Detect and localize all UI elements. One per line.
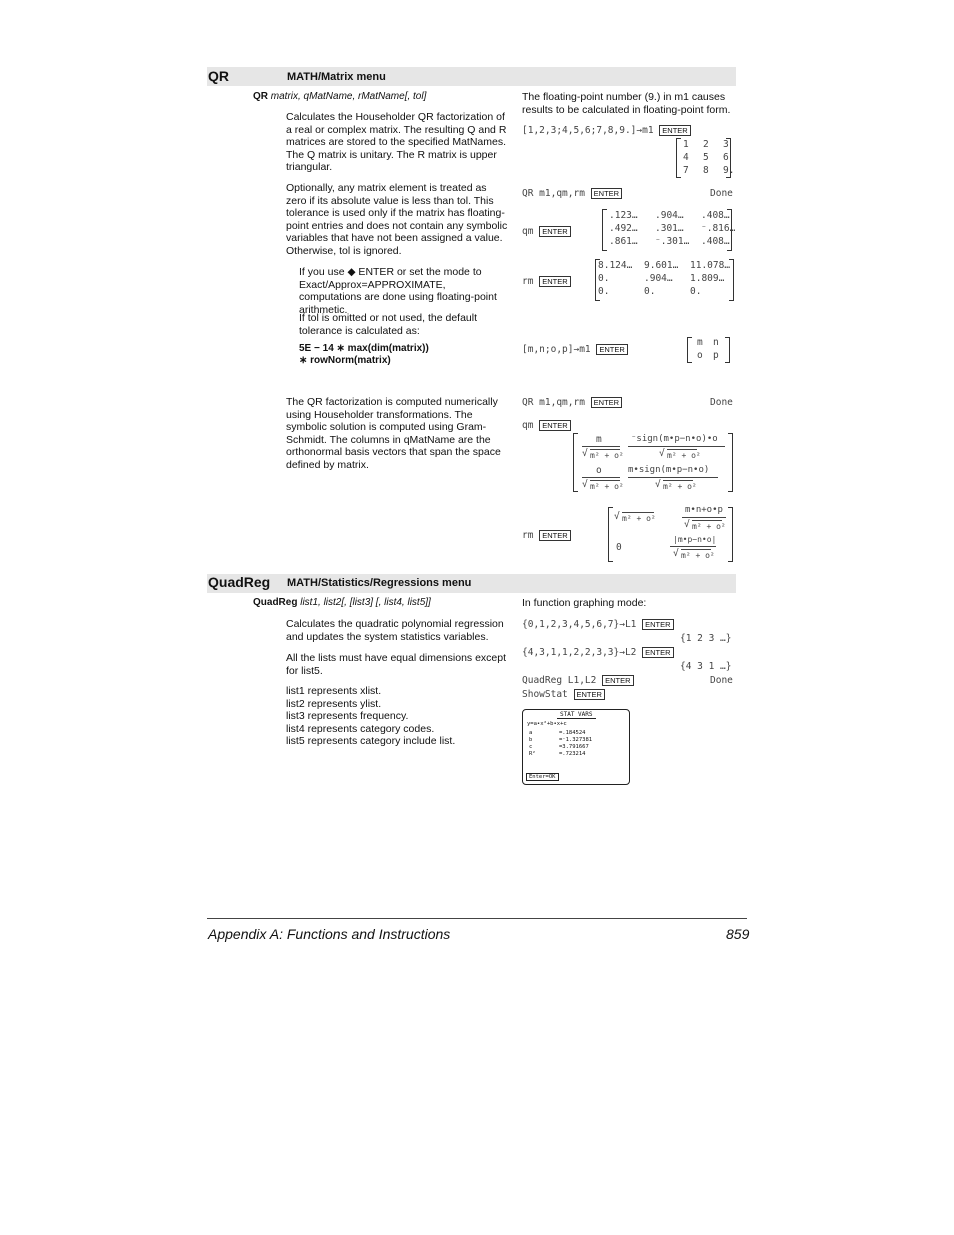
matrix-cell: .904… — [644, 273, 673, 284]
matrix-cell: 0. — [690, 286, 702, 297]
qm-input — [522, 226, 571, 237]
quadreg-title: QuadReg — [208, 574, 271, 590]
fraction-line — [628, 477, 718, 478]
stat-var-name: a — [529, 730, 533, 736]
sqrt-icon: √ — [673, 548, 679, 559]
fraction-line — [582, 446, 620, 447]
quadreg-dimension-note: All the lists must have equal dimensions except for list5. — [286, 652, 507, 677]
matrix-cell: .408… — [701, 210, 730, 221]
quadreg-example4-input — [522, 689, 605, 700]
qr-title: QR — [208, 68, 229, 84]
enter-key-icon: ENTER — [642, 619, 673, 630]
qm-sym-num12: ⁻sign(m•p−n•o)•o — [631, 434, 718, 444]
quadreg-example1-input — [522, 619, 674, 630]
qm-sym-num21: o — [596, 465, 602, 476]
quadreg-example1-expr: {0,1,2,3,4,5,6,7}→L1 — [522, 619, 637, 630]
sqrt-icon: √ — [684, 519, 690, 530]
quadreg-menu-path: MATH/Statistics/Regressions menu — [287, 577, 472, 589]
qr-example4-expr: QR m1,qm,rm — [522, 397, 585, 408]
matrix-cell: .904… — [655, 210, 684, 221]
qr-example1-input — [522, 125, 691, 136]
enter-ok-button: Enter=OK — [526, 773, 559, 781]
quadreg-syntax — [253, 597, 431, 608]
quadreg-description: Calculates the quadratic polynomial regression and updates the system statistics variables. — [286, 618, 504, 643]
stat-var-value: =.184524 — [559, 730, 586, 736]
rm-sym-r12-num: m•n+o•p — [685, 505, 723, 515]
fraction-line — [670, 546, 716, 547]
rm-input — [522, 276, 571, 287]
enter-key-icon: ENTER — [659, 125, 690, 136]
quadreg-list-item: list4 represents category codes. — [286, 723, 435, 735]
quadreg-example3-result: Done — [710, 675, 733, 686]
stat-var-name: R² — [529, 751, 536, 757]
stat-vars-title: STAT VARS — [557, 711, 596, 719]
matrix-cell: 5 — [703, 152, 709, 163]
enter-key-icon: ENTER — [539, 276, 570, 287]
sqrt-bar — [622, 512, 654, 513]
matrix-cell: 1.809… — [690, 273, 725, 284]
bracket-left — [608, 507, 613, 562]
enter-key-icon: ENTER — [602, 675, 633, 686]
stat-var-value: =3.791667 — [559, 744, 589, 750]
enter-key-icon: ENTER — [574, 689, 605, 700]
fraction-line — [582, 477, 620, 478]
quadreg-example2-input — [522, 647, 674, 658]
qr-syntax — [253, 91, 426, 102]
qm-sym-num11: m — [596, 434, 602, 445]
matrix-cell: 9.601… — [644, 260, 679, 271]
sqrt-bar — [590, 449, 620, 450]
qr-default-tol-note: If tol is omitted or not used, the default tolerance is calculated as: — [299, 312, 478, 337]
enter-key-icon: ENTER — [591, 397, 622, 408]
matrix-cell: 0. — [598, 273, 610, 284]
rm-sym-r22-den: m² + o² — [681, 551, 715, 560]
footer-rule — [207, 918, 747, 919]
sqrt-bar — [663, 480, 693, 481]
qr-example3-input — [522, 344, 628, 355]
qm-label: qm — [522, 420, 534, 431]
matrix-cell: ⁻.816… — [701, 223, 736, 234]
bracket-left — [676, 138, 681, 178]
sqrt-icon: √ — [659, 448, 665, 459]
matrix-cell: 0. — [598, 286, 610, 297]
bracket-left — [573, 433, 578, 492]
rm-sym-r21: 0 — [616, 542, 622, 553]
matrix-cell: .861… — [609, 236, 638, 247]
qr-example4-input — [522, 397, 622, 408]
quadreg-list-item: list5 represents category include list. — [286, 735, 456, 747]
qr-approx-note: If you use ◆ ENTER or set the mode to Exact/Approx=APPROXIMATE, computations are done using floating-point arithmetic. — [299, 266, 497, 316]
stat-var-value: =.723214 — [559, 751, 586, 757]
qr-example3-expr: [m,n;o,p]→m1 — [522, 344, 591, 355]
quadreg-syntax-args: list1, list2[, [list3] [, list4, list5]] — [300, 597, 431, 608]
matrix-cell: 8 — [703, 165, 709, 176]
quadreg-list-item: list3 represents frequency. — [286, 710, 409, 722]
qr-example2-expr: QR m1,qm,rm — [522, 188, 585, 199]
enter-key-icon: ENTER — [539, 226, 570, 237]
sqrt-bar — [590, 480, 620, 481]
stat-vars-equation: y=a•x²+b•x+c — [527, 721, 567, 727]
rm-sym-r12-den: m² + o² — [692, 522, 726, 531]
bracket-left — [602, 209, 607, 251]
qr-description: Calculates the Householder QR factorization of a real or complex matrix. The resulting Q and R matrices are stored to the specified MatNames. The Q matrix is unitary. The R matrix is upper triangular. — [286, 111, 507, 173]
quadreg-list-item: list2 represents ylist. — [286, 698, 382, 710]
stat-var-name: c — [529, 744, 533, 750]
rm-symbolic-input — [522, 530, 571, 541]
sqrt-bar — [667, 449, 697, 450]
matrix-cell: 11.078… — [690, 260, 731, 271]
quadreg-example2-result: {4 3 1 …} — [680, 661, 732, 672]
enter-key-icon: ENTER — [539, 530, 570, 541]
matrix-cell: ⁻.301… — [655, 236, 690, 247]
quadreg-example3-input — [522, 675, 634, 686]
matrix-cell: .492… — [609, 223, 638, 234]
done-label: Done — [710, 397, 733, 408]
bracket-left — [687, 337, 692, 363]
qm-label: qm — [522, 226, 534, 237]
qm-sym-den21: m² + o² — [590, 482, 624, 491]
fraction-line — [682, 517, 726, 518]
stat-vars-screen — [522, 709, 630, 785]
qm-sym-den22: m² + o² — [663, 482, 697, 491]
rm-label: rm — [522, 276, 534, 287]
matrix-cell: p — [713, 350, 719, 361]
matrix-cell: 7 — [683, 165, 689, 176]
matrix-cell: o — [697, 350, 703, 361]
page-number: 859 — [726, 926, 750, 942]
fraction-line — [628, 446, 725, 447]
qr-example2-input — [522, 188, 622, 199]
qr-tolerance-text: Optionally, any matrix element is treated as zero if its absolute value is less than tol. This tolerance is used only if the matrix has floating-point entries and does not contain any symbolic variables that have not been assigned a value. Otherwise, tol is ignored. — [286, 182, 508, 257]
bracket-right — [728, 507, 733, 562]
sqrt-icon: √ — [655, 479, 661, 490]
sqrt-icon: √ — [582, 448, 588, 459]
matrix-cell: m — [697, 337, 703, 348]
sqrt-bar — [692, 520, 722, 521]
done-label: Done — [710, 188, 733, 199]
matrix-cell: 2 — [703, 139, 709, 150]
matrix-cell: n — [713, 337, 719, 348]
quadreg-example4-expr: ShowStat — [522, 689, 568, 700]
matrix-cell: .123… — [609, 210, 638, 221]
quadreg-example1-result: {1 2 3 …} — [680, 633, 732, 644]
qr-numeric-note: The QR factorization is computed numerically using Householder transformations. The symbolic solution is computed using Gram-Schmidt. The columns in qMatName are the orthonormal basis vectors that span the space defined by matrix. — [286, 396, 501, 471]
qr-example1-expr: [1,2,3;4,5,6;7,8,9.]→m1 — [522, 125, 654, 136]
qr-menu-path: MATH/Matrix menu — [287, 71, 386, 83]
matrix-cell: 6 — [723, 152, 729, 163]
rm-label: rm — [522, 530, 534, 541]
qr-float-note: The floating-point number (9.) in m1 causes results to be calculated in floating-point form. — [522, 91, 731, 116]
quadreg-example2-expr: {4,3,1,1,2,2,3,3}→L2 — [522, 647, 637, 658]
quadreg-mode-note: In function graphing mode: — [522, 597, 647, 609]
qr-syntax-args: matrix, qMatName, rMatName[, tol] — [270, 91, 427, 102]
bracket-right — [728, 433, 733, 492]
stat-var-value: =⁻1.327381 — [559, 737, 593, 743]
qm-sym-num22: m•sign(m•p−n•o) — [628, 465, 710, 475]
matrix-cell: .408… — [701, 236, 730, 247]
quadreg-syntax-cmd: QuadReg — [253, 597, 298, 608]
sqrt-bar — [681, 549, 711, 550]
enter-key-icon: ENTER — [642, 647, 673, 658]
rm-sym-r22-num: |m•p−n•o| — [673, 535, 717, 544]
bracket-right — [725, 337, 730, 363]
enter-key-icon: ENTER — [539, 420, 570, 431]
matrix-cell: 3 — [723, 139, 729, 150]
qr-tol-formula-line2: ∗ rowNorm(matrix) — [299, 355, 391, 366]
quadreg-list-item: list1 represents xlist. — [286, 685, 382, 697]
enter-key-icon: ENTER — [596, 344, 627, 355]
qm-sym-den11: m² + o² — [590, 451, 624, 460]
footer-title: Appendix A: Functions and Instructions — [208, 926, 451, 942]
qm-sym-den12: m² + o² — [667, 451, 701, 460]
matrix-cell: 9. — [723, 165, 735, 176]
qr-tol-formula-line1: 5E − 14 ∗ max(dim(matrix)) — [299, 343, 429, 354]
rm-sym-r11: m² + o² — [622, 514, 656, 523]
matrix-cell: 4 — [683, 152, 689, 163]
qr-syntax-cmd: QR — [253, 91, 268, 102]
quadreg-example3-expr: QuadReg L1,L2 — [522, 675, 597, 686]
enter-key-icon: ENTER — [591, 188, 622, 199]
qm-symbolic-input — [522, 420, 571, 431]
matrix-cell: 0. — [644, 286, 656, 297]
sqrt-icon: √ — [582, 479, 588, 490]
stat-var-name: b — [529, 737, 533, 743]
matrix-cell: .301… — [655, 223, 684, 234]
matrix-cell: 8.124… — [598, 260, 633, 271]
matrix-cell: 1 — [683, 139, 689, 150]
sqrt-icon: √ — [614, 511, 620, 522]
